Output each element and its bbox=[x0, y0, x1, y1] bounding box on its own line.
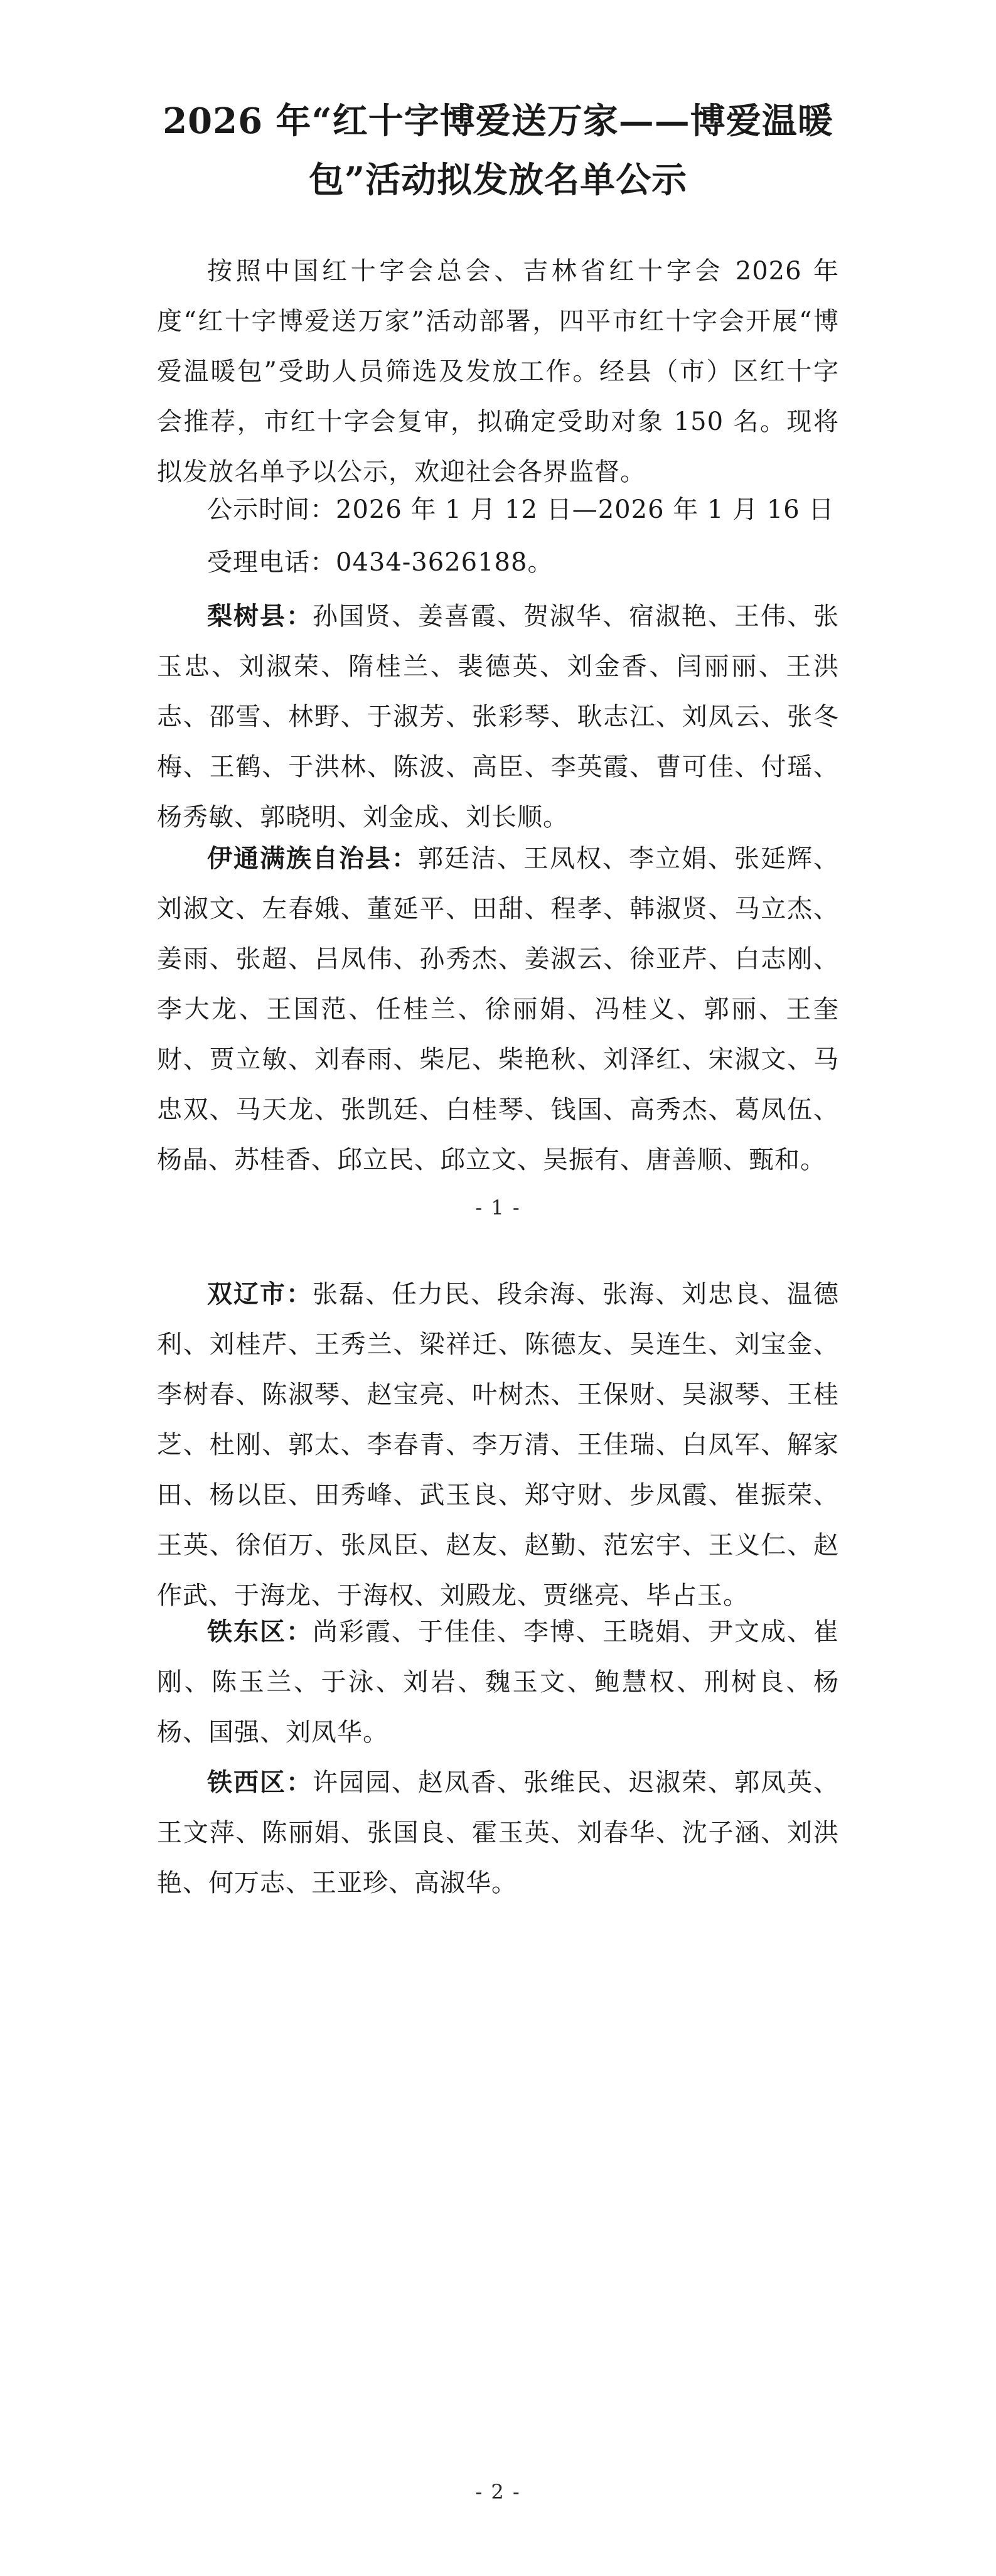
section-label-yitong: 伊通满族自治县： bbox=[207, 844, 418, 873]
page-number-1: - 1 - bbox=[475, 1196, 521, 1220]
section-names-yitong: 郭廷洁、王凤权、李立娟、张延辉、刘淑文、左春娥、董延平、田甜、程孝、韩淑贤、马立杰、姜雨、张超、吕凤伟、孙秀杰、姜淑云、徐亚芹、白志刚、李大龙、王国范、任桂兰、徐丽娟、冯桂义、郭丽、王奎财、贾立敏、刘春雨、柴尼、柴艳秋、刘泽红、宋淑文、马忠双、马天龙、张凯廷、白桂琴、钱国、高秀杰、葛凤伍、杨晶、苏桂香、邱立民、邱立文、吴振有、唐善顺、甄和。 bbox=[157, 844, 839, 1174]
section-label-tiedong: 铁东区： bbox=[207, 1617, 313, 1646]
section-yitong bbox=[157, 834, 839, 1185]
section-tiexi bbox=[157, 1758, 839, 1908]
section-shuangliao bbox=[157, 1269, 839, 1621]
section-lishu bbox=[157, 591, 839, 842]
section-names-tiedong: 尚彩霞、于佳佳、李博、王晓娟、尹文成、崔刚、陈玉兰、于泳、刘岩、魏玉文、鲍慧权、刑树良、杨杨、国强、刘凤华。 bbox=[157, 1618, 839, 1747]
section-names-lishu: 孙国贤、姜喜霞、贺淑华、宿淑艳、王伟、张玉忠、刘淑荣、隋桂兰、裴德英、刘金香、闫丽丽、王洪志、邵雪、林野、于淑芳、张彩琴、耿志江、刘凤云、张冬梅、王鹤、于洪林、陈波、高臣、李英霞、曹可佳、付瑶、杨秀敏、郭晓明、刘金成、刘长顺。 bbox=[157, 602, 839, 832]
hotline: 受理电话：0434-3626188。 bbox=[207, 548, 554, 577]
section-label-shuangliao: 双辽市： bbox=[207, 1279, 313, 1309]
section-tiedong bbox=[157, 1607, 839, 1758]
section-label-lishu: 梨树县： bbox=[207, 601, 313, 631]
document-title: 2026 年“红十字博爱送万家——博爱温暖包”活动拟发放名单公示 bbox=[163, 100, 833, 201]
page-number-2: - 2 - bbox=[475, 2480, 521, 2504]
intro-paragraph: 按照中国红十字会总会、吉林省红十字会 2026 年度“红十字博爱送万家”活动部署，四平市红十字会开展“博爱温暖包”受助人员筛选及发放工作。经县（市）区红十字会推荐，市红十字会复审，拟确定受助对象 150 名。现将拟发放名单予以公示，欢迎社会各界监督。 bbox=[157, 257, 839, 486]
section-names-tiexi: 许园园、赵凤香、张维民、迟淑荣、郭凤英、王文萍、陈丽娟、张国良、霍玉英、刘春华、沈子涵、刘洪艳、何万志、王亚珍、高淑华。 bbox=[157, 1768, 839, 1897]
section-label-tiexi: 铁西区： bbox=[207, 1768, 313, 1797]
notice-time: 公示时间：2026 年 1 月 12 日—2026 年 1 月 16 日 bbox=[207, 495, 835, 524]
section-names-shuangliao: 张磊、任力民、段余海、张海、刘忠良、温德利、刘桂芹、王秀兰、梁祥迁、陈德友、吴连生、刘宝金、李树春、陈淑琴、赵宝亮、叶树杰、王保财、吴淑琴、王桂芝、杜刚、郭太、李春青、李万清、王佳瑞、白凤军、解家田、杨以臣、田秀峰、武玉良、郑守财、步凤霞、崔振荣、王英、徐佰万、张凤臣、赵友、赵勤、范宏宇、王义仁、赵作武、于海龙、于海权、刘殿龙、贾继亮、毕占玉。 bbox=[157, 1280, 839, 1610]
